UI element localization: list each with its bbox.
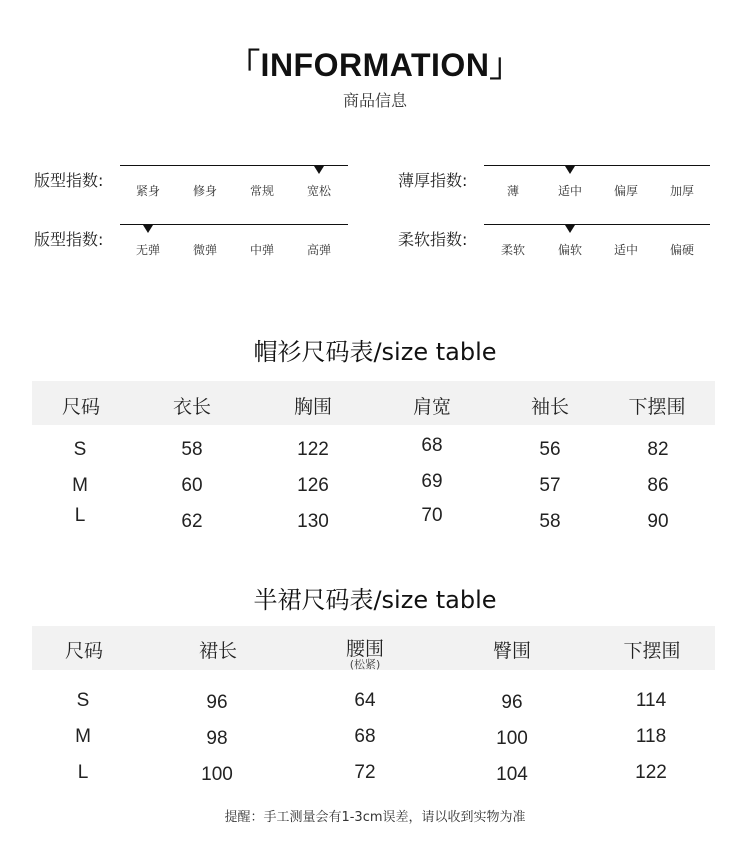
cell: 68 xyxy=(354,726,376,747)
scale-option: 偏软 xyxy=(557,243,582,257)
scale-option: 修身 xyxy=(192,184,217,198)
table-row xyxy=(32,718,715,754)
cell: 70 xyxy=(421,505,443,526)
scale-option: 宽松 xyxy=(306,184,331,198)
cell: 56 xyxy=(539,439,561,460)
table-header xyxy=(32,381,715,425)
header-sleeve: 袖长 xyxy=(530,396,569,418)
scale-label: 薄厚指数: xyxy=(398,171,468,190)
scale-option: 适中 xyxy=(557,184,582,198)
scale-label: 版型指数: xyxy=(34,230,104,249)
scale-line xyxy=(120,224,348,225)
scale-marker xyxy=(565,225,575,233)
cell: L xyxy=(74,505,86,526)
measurement-note: 提醒：手工测量会有1-3cm误差，请以收到实物为准 xyxy=(224,810,526,825)
skirt-size-table xyxy=(32,626,715,790)
cell: 118 xyxy=(635,726,667,747)
cell: L xyxy=(77,762,89,783)
header-waist: 腰围 xyxy=(345,638,384,660)
header-hem: 下摆围 xyxy=(623,640,681,662)
scale-option: 常规 xyxy=(249,184,274,198)
cell: 58 xyxy=(181,439,203,460)
cell: 98 xyxy=(206,728,228,749)
scale-label: 版型指数: xyxy=(34,171,104,190)
cell: 68 xyxy=(421,435,443,456)
scale-thickness xyxy=(398,168,712,208)
header-length: 衣长 xyxy=(172,396,211,418)
cell: 96 xyxy=(501,692,523,713)
hoodie-size-table xyxy=(32,381,715,539)
scale-label: 柔软指数: xyxy=(398,230,468,249)
page-subtitle: 商品信息 xyxy=(342,91,407,110)
cell: 126 xyxy=(297,475,329,496)
table-row xyxy=(32,503,715,539)
cell: 86 xyxy=(647,475,669,496)
header-size: 尺码 xyxy=(61,396,100,418)
cell: S xyxy=(73,439,87,460)
cell: 57 xyxy=(539,475,561,496)
scale-option: 微弹 xyxy=(192,243,217,257)
scale-option: 偏厚 xyxy=(613,184,638,198)
scale-line xyxy=(484,165,710,166)
scale-line xyxy=(484,224,710,225)
table-row xyxy=(32,467,715,503)
cell: M xyxy=(72,475,88,496)
cell: 100 xyxy=(496,728,528,749)
skirt-table-title: 半裙尺码表/size table xyxy=(253,586,497,614)
table-row xyxy=(32,754,715,790)
cell: 69 xyxy=(421,471,443,492)
cell: 62 xyxy=(181,511,203,532)
header-hem: 下摆围 xyxy=(628,396,686,418)
scale-marker xyxy=(314,166,324,174)
cell: 104 xyxy=(496,764,528,785)
scale-option: 无弹 xyxy=(135,243,160,257)
scale-elasticity xyxy=(34,227,348,267)
table-row xyxy=(32,682,715,718)
scale-option: 适中 xyxy=(613,243,638,257)
table-row xyxy=(32,431,715,467)
hoodie-table-title: 帽衫尺码表/size table xyxy=(253,338,497,366)
cell: 90 xyxy=(647,511,669,532)
cell: 58 xyxy=(539,511,561,532)
scale-option: 偏硬 xyxy=(669,243,694,257)
cell: 64 xyxy=(354,690,376,711)
scale-option: 加厚 xyxy=(669,184,694,198)
cell: 96 xyxy=(206,692,228,713)
page-title: 「INFORMATION」 xyxy=(228,47,522,83)
scale-marker xyxy=(565,166,575,174)
scale-option: 紧身 xyxy=(135,184,160,198)
cell: 100 xyxy=(201,764,233,785)
scale-option: 柔软 xyxy=(500,243,525,257)
header-hip: 臀围 xyxy=(492,640,531,662)
cell: M xyxy=(75,726,91,747)
cell: 72 xyxy=(354,762,376,783)
scale-softness xyxy=(398,227,712,267)
cell: 122 xyxy=(635,762,667,783)
cell: 114 xyxy=(635,690,667,711)
scale-option: 薄 xyxy=(506,184,519,198)
scale-option: 高弹 xyxy=(306,243,331,257)
cell: 130 xyxy=(297,511,329,532)
cell: 122 xyxy=(297,439,329,460)
header-chest: 胸围 xyxy=(293,396,332,418)
scale-option: 中弹 xyxy=(249,243,274,257)
scale-fit xyxy=(34,168,348,208)
cell: S xyxy=(76,690,90,711)
scale-marker xyxy=(143,225,153,233)
header-size: 尺码 xyxy=(64,640,103,662)
cell: 82 xyxy=(647,439,669,460)
header-shoulder: 肩宽 xyxy=(412,396,451,418)
table-header xyxy=(32,626,715,670)
header-waist-note: (松紧) xyxy=(349,658,381,671)
header-length: 裙长 xyxy=(198,640,237,662)
cell: 60 xyxy=(181,475,203,496)
